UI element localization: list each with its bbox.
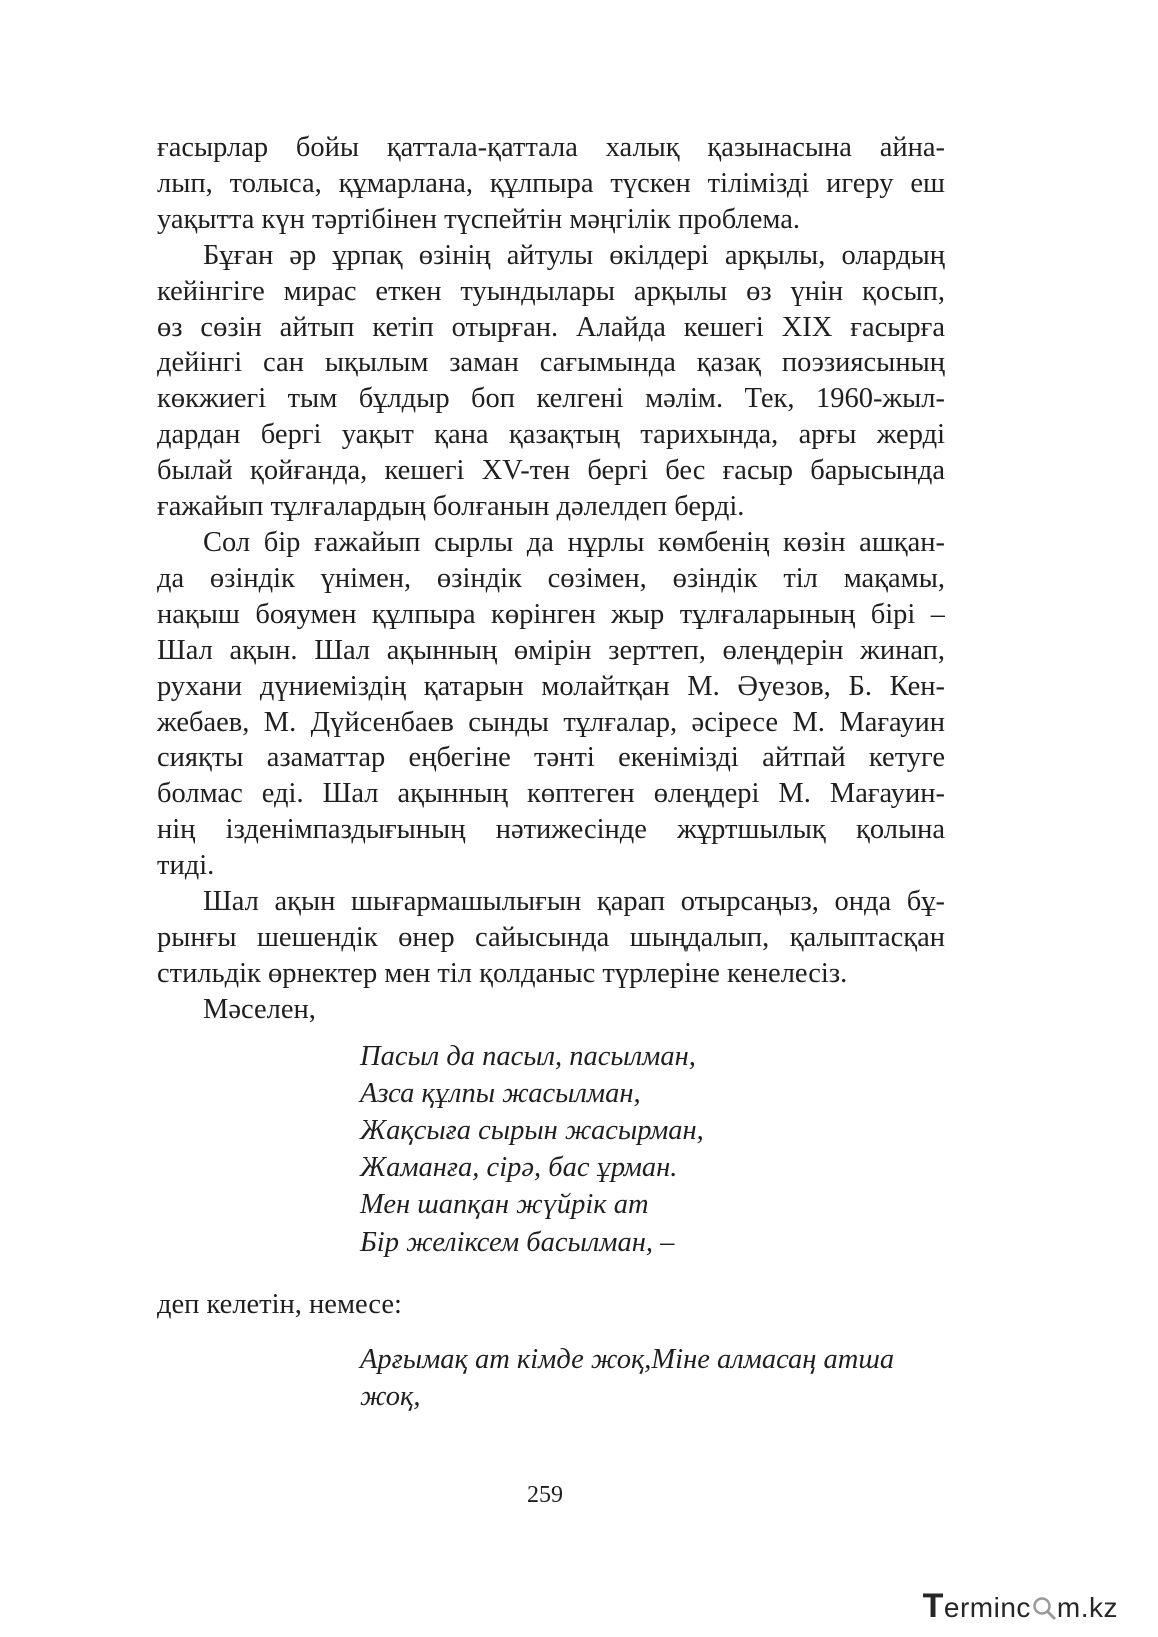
text-line: ғажайып тұлғалардың болғанын дәлелдеп берді. <box>157 491 745 523</box>
text-line: былай қойғанда, кешегі ХV-тен бергі бес ғасыр барысында <box>157 455 945 487</box>
text-line: уақытта күн тәртібінен түспейтін мәңгілік проблема. <box>157 203 801 235</box>
text-line: дейінгі сан ықылым заман сағымында қазақ поэзиясының <box>157 347 945 379</box>
verse-line: Азса құлпы жасылман, <box>360 1077 641 1109</box>
text-line: сияқты азаматтар еңбегіне тәнті екенімізді айтпай кетуге <box>157 742 945 774</box>
text-line: нақыш бояумен құлпыра көрінген жыр тұлғаларының бірі – <box>157 598 945 630</box>
page-number: 259 <box>527 1482 563 1508</box>
verse-block-2 <box>360 1341 945 1415</box>
text-line: жебаев, М. Дүйсенбаев сынды тұлғалар, әсіресе М. Мағауин <box>157 706 945 738</box>
continuation-line <box>157 1287 945 1323</box>
watermark-t-letter: T <box>922 1587 944 1625</box>
verse-line: Бір желіксем басылман, – <box>360 1226 675 1258</box>
watermark-c: c <box>1016 1592 1031 1623</box>
text-line: рухани дүниеміздің қатарын молайтқан М. Әуезов, Б. Кен- <box>157 670 945 702</box>
text-line: Бұған әр ұрпақ өзінің айтулы өкілдері арқылы, олардың <box>203 239 945 271</box>
page-body <box>157 130 945 1415</box>
site-watermark[interactable] <box>923 1588 1118 1624</box>
text-line: стильдік өрнектер мен тіл қолданыс түрлеріне кенелесіз. <box>157 957 848 989</box>
text-line: нің ізденімпаздығының нәтижесінде жұртшылық қолына <box>157 814 945 846</box>
text-line: тиді. <box>157 850 215 882</box>
verse-line: Арғымақ ат кімде жоқ, <box>360 1343 652 1375</box>
paragraph <box>157 130 945 238</box>
text-line: Мәселен, <box>203 993 316 1025</box>
text-line: лып, толыса, құмарлана, құлпыра түскен тілімізді игеру еш <box>157 167 945 199</box>
verse-line: Міне алмасаң атша жоқ, <box>360 1343 895 1413</box>
text-line: көкжиегі тым бұлдыр боп келгені мәлім. Тек, 1960-жыл- <box>157 383 945 415</box>
verse-line: Мен шапқан жүйрік ат <box>360 1189 649 1221</box>
text-line: Шал ақын шығармашылығын қарап отырсаңыз, онда бұ- <box>203 886 945 918</box>
text-line: өз сөзін айтып кетіп отырған. Алайда кешегі ХІХ ғасырға <box>157 311 945 343</box>
paragraph <box>157 525 945 884</box>
text-line: Сол бір ғажайып сырлы да нұрлы көмбенің көзін ашқан- <box>203 526 945 558</box>
text-line: рынғы шешендік өнер сайысында шыңдалып, қалыптасқан <box>157 921 945 953</box>
watermark-rest: erminc m.kz <box>943 1592 1118 1623</box>
verse-block-1 <box>360 1038 945 1261</box>
verse-line: Жақсыға сырын жасырман, <box>360 1115 704 1147</box>
text-line: ғасырлар бойы қаттала-қаттала халық қазынасына айна- <box>157 132 945 163</box>
verse-line: Жаманға, сірә, бас ұрман. <box>360 1152 678 1184</box>
watermark-domain: m.kz <box>1056 1592 1118 1623</box>
text-line: дардан бергі уақыт қана қазақтың тарихында, арғы жерді <box>157 419 945 451</box>
paragraph <box>157 884 945 992</box>
text-line: болмас еді. Шал ақынның көптеген өлеңдері М. Мағауин- <box>157 778 945 810</box>
continuation-text: деп келетін, немесе: <box>157 1288 402 1320</box>
paragraph <box>157 238 945 525</box>
magnifier-icon <box>1031 1595 1057 1621</box>
text-line: да өзіндік үнімен, өзіндік сөзімен, өзіндік тіл мақамы, <box>157 562 945 594</box>
text-line: Шал ақын. Шал ақынның өмірін зерттеп, өлеңдерін жинап, <box>157 634 945 666</box>
watermark-text <box>922 1587 1118 1625</box>
text-body <box>157 130 945 1028</box>
verse-line: Пасыл да пасыл, пасылман, <box>360 1040 696 1072</box>
paragraph <box>157 992 945 1028</box>
text-line: кейінгіге мирас еткен туындылары арқылы өз үнін қосып, <box>157 275 945 307</box>
